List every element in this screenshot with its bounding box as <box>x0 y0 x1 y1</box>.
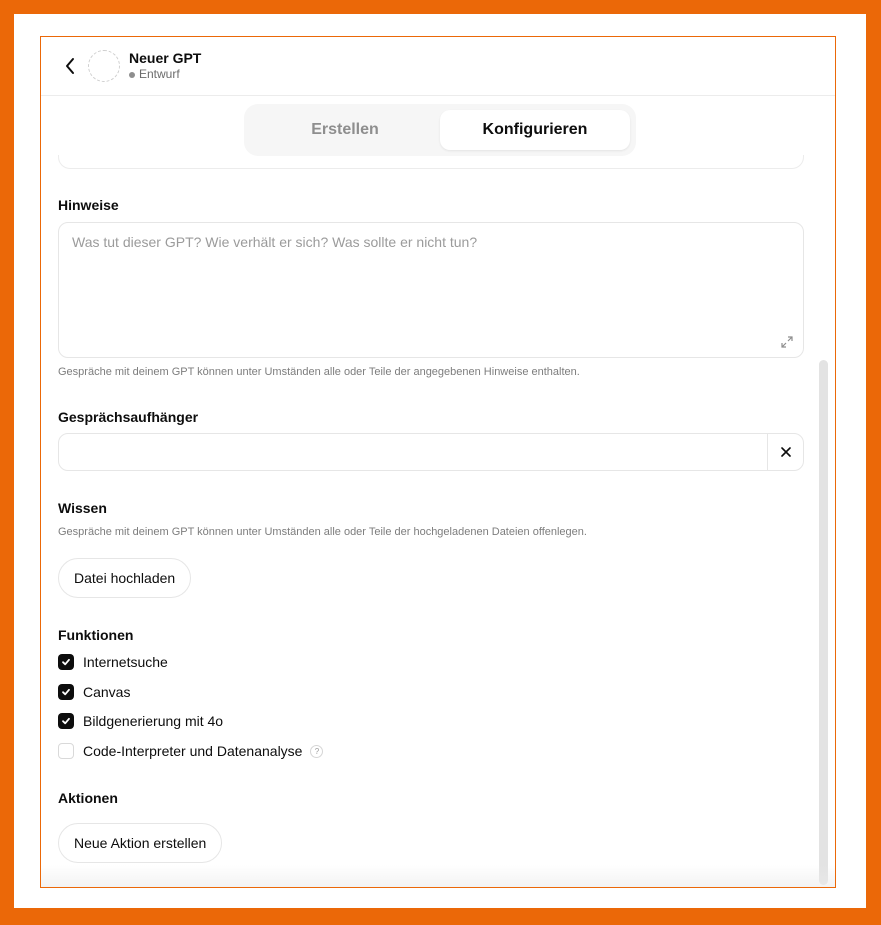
create-action-button[interactable]: Neue Aktion erstellen <box>58 823 222 863</box>
instructions-placeholder: Was tut dieser GPT? Wie verhält er sich? Was sollte er nicht tun? <box>72 234 478 250</box>
editor-header <box>41 37 835 96</box>
capability-label: Canvas <box>83 684 131 700</box>
tab-konfigurieren[interactable]: Konfigurieren <box>440 110 630 150</box>
capability-canvas[interactable] <box>58 682 130 702</box>
capabilities-label: Funktionen <box>58 627 134 643</box>
status-badge <box>129 67 201 82</box>
checkmark-icon <box>61 687 71 697</box>
conversation-starters-label: Gesprächsaufhänger <box>58 409 199 425</box>
checkbox-checked[interactable] <box>58 654 74 670</box>
checkmark-icon <box>61 716 71 726</box>
conversation-starter-input[interactable] <box>59 434 767 470</box>
knowledge-helper-text: Gespräche mit deinem GPT können unter Umständen alle oder Teile der hochgeladenen Dateien offenlegen. <box>58 526 587 538</box>
checkmark-icon <box>61 657 71 667</box>
chevron-left-icon <box>64 57 76 75</box>
remove-starter-button[interactable] <box>767 434 803 470</box>
instructions-label: Hinweise <box>58 197 119 213</box>
capability-label: Code-Interpreter und Datenanalyse <box>83 743 303 759</box>
status-text: Entwurf <box>139 67 180 81</box>
capability-label: Internetsuche <box>83 654 168 670</box>
instructions-textarea[interactable] <box>58 222 804 358</box>
instructions-helper-text: Gespräche mit deinem GPT können unter Umständen alle oder Teile der angegebenen Hinweise enthalten. <box>58 366 580 378</box>
knowledge-label: Wissen <box>58 500 107 516</box>
mode-tabs <box>244 104 636 156</box>
close-icon <box>781 447 791 457</box>
conversation-starter-field <box>58 433 804 471</box>
capability-label: Bildgenerierung mit 4o <box>83 713 224 729</box>
capability-image-generation[interactable] <box>58 711 223 731</box>
checkbox-unchecked[interactable] <box>58 743 74 759</box>
gpt-editor-panel <box>40 36 836 888</box>
capability-code-interpreter[interactable] <box>58 741 323 761</box>
help-icon[interactable]: ? <box>310 745 323 758</box>
actions-label: Aktionen <box>58 790 118 806</box>
title-block <box>129 50 201 82</box>
previous-field-edge <box>58 155 804 169</box>
back-button[interactable] <box>55 51 85 81</box>
bottom-fade <box>41 865 835 887</box>
checkbox-checked[interactable] <box>58 684 74 700</box>
checkbox-checked[interactable] <box>58 713 74 729</box>
tab-erstellen[interactable]: Erstellen <box>311 121 379 138</box>
capability-internetsuche[interactable] <box>58 652 168 672</box>
gpt-title: Neuer GPT <box>129 50 202 66</box>
upload-file-button[interactable]: Datei hochladen <box>58 558 191 598</box>
gpt-avatar-placeholder[interactable] <box>88 50 120 82</box>
status-dot-icon <box>129 72 135 78</box>
expand-icon[interactable] <box>780 335 794 349</box>
scrollbar-thumb[interactable] <box>819 360 828 885</box>
